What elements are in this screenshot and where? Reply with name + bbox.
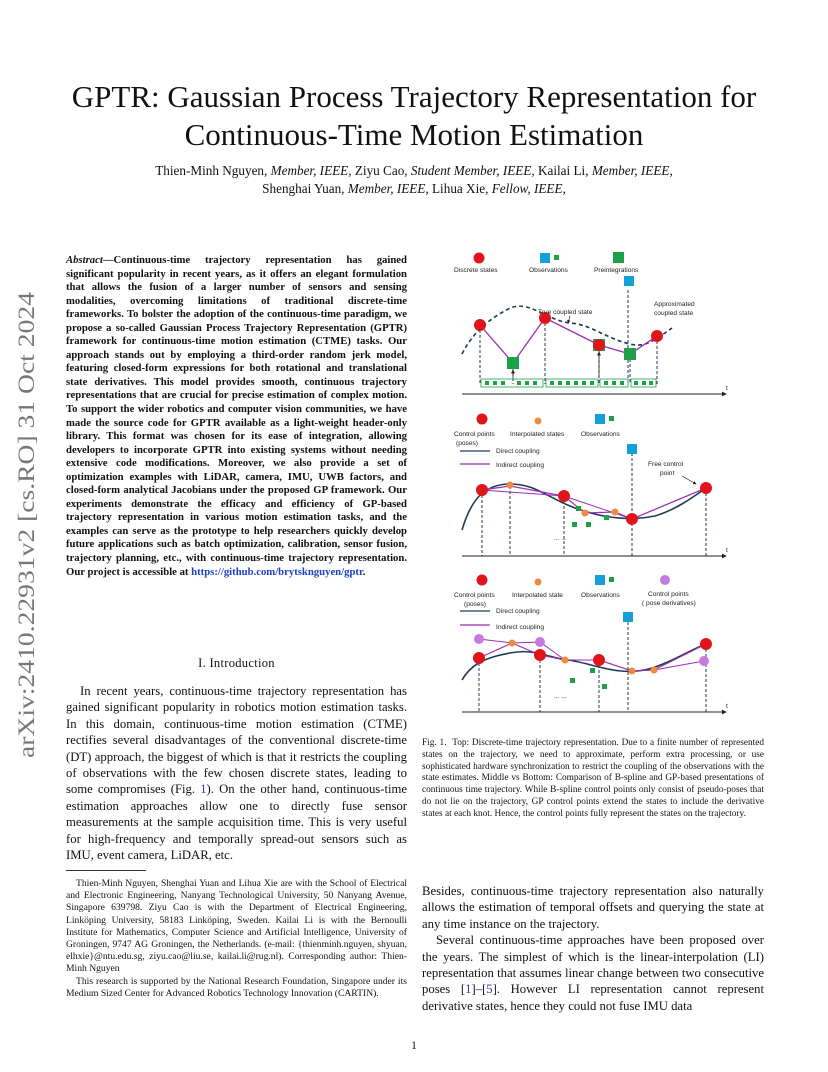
legend-observation-marker (540, 253, 550, 263)
legend-cp-marker (477, 575, 488, 586)
caption-text: Top: Discrete-time trajectory representation. Due to a finite number of represented states on the trajectory, we need to approximate, perform extra processing, or use sophisticated hardware synchronization to restrict the coupling of the observations with the state estimates. Middle vs Bottom: Comparison of B-spline and GP-based presentations of continuous time trajectory. While B-spline control points only consist of pseudo-poses that do not lie on the trajectory, GP control points extend the states to include the derivative states at each knot. Hence, the control points fully represent the states on the trajectory. (422, 738, 764, 819)
legend-discrete-label: Discrete states (454, 267, 498, 274)
author-role: Member, IEEE (591, 163, 670, 178)
affiliation-note: Thien-Minh Nguyen, Shenghai Yuan and Lihua Xie are with the School of Electrical and Electronic Engineering, Nanyang Technological University, 50 Nanyang Avenue, Singapore 639798. Ziyu Cao is with the Department of Electrical Engineering, Linköping University, 58183 Linköping, Sweden. Kailai Li is with the Bernoulli Institute for Mathematics, Computer Science and Artificial Intelligence, University of Groningen, 9747 AG Groningen, the Netherlands. (e-mail: {thienminh.nguyen, shyuan, elhxie}@ntu.edu.sg, ziyu.cao@liu.se, kailai.li@rug.nl). Corresponding author: Thien-Minh Nguyen (66, 878, 407, 975)
control-point-markers (476, 482, 712, 525)
intro-text: In recent years, continuous-time trajectory representation has gained significant popularity in robotics motion estimation tasks. In this domain, continuous-time motion estimation (CTME) rectifies several disadvantages of the conventional discrete-time (DT) approach, the biggest of which is that it restricts the coupling of observations with the few chosen discrete states, leading to some compromises (Fig. (66, 684, 407, 797)
intro-text-end: ). On the other hand, continuous-time estimation approaches allow one to directly fuse sensor measurements at the sample acquisition time. This is very useful for high-frequency and temporally spread-out sensors such as IMU, event camera, LiDAR, etc. (66, 782, 407, 863)
legend-preintegration-marker (613, 252, 624, 263)
citation-sep: ]–[ (471, 982, 487, 997)
right-column-text (422, 883, 764, 1014)
paragraph: Besides, continuous-time trajectory representation also naturally allows the estimation of temporal offsets and querying the state at any time instance on the trajectory. (422, 884, 764, 931)
legend-obs-small-marker (609, 416, 614, 421)
citation-link[interactable]: 1 (465, 982, 472, 997)
paper-title: GPTR: Gaussian Process Trajectory Representation for Continuous-Time Motion Estimation (71, 79, 757, 152)
citation-link[interactable]: 5 (486, 982, 493, 997)
figure-ref-link[interactable]: 1 (200, 782, 207, 797)
legend-cp-label: Control points (454, 592, 495, 599)
approx-label-line1: Approximated (654, 301, 695, 308)
indirect-coupling-label: Indirect coupling (496, 624, 545, 631)
legend-obs-label: Observations (581, 592, 620, 599)
project-link[interactable]: https://github.com/brytsknguyen/gptr (191, 565, 363, 578)
page-number: 1 (411, 1038, 417, 1052)
legend-observation-label: Observations (529, 267, 568, 274)
footnotes (66, 878, 407, 1000)
paragraph (422, 932, 764, 1014)
funding-note: This research is supported by the National Research Foundation, Singapore under its Medium Sized Center for Advanced Robotics Technology Innovation (CARTIN). (66, 975, 407, 999)
legend-derivative-marker (660, 575, 670, 585)
direct-coupling-label: Direct coupling (496, 448, 540, 455)
axis-t-label: t (726, 385, 728, 392)
author-role: Student Member, IEEE (410, 163, 532, 178)
legend-observation-small-marker (554, 255, 559, 260)
free-cp-label-line1: Free control (648, 461, 684, 468)
axis-t-label: t (726, 547, 728, 554)
legend-obs-small-marker (609, 577, 614, 582)
observation-marker (627, 444, 637, 454)
legend-cp-label: Control points (454, 431, 495, 438)
panel-bspline (454, 414, 728, 557)
author-role: Fellow, IEEE (491, 181, 563, 196)
derivative-markers (474, 634, 709, 666)
observation-marker (623, 612, 633, 622)
approx-label-line2: coupled state (654, 310, 694, 317)
observation-marker (624, 348, 636, 360)
arxiv-id: arXiv:2410.22931v2 [cs.RO] 31 Oct 2024 (14, 369, 39, 758)
legend-cp-marker (477, 414, 488, 425)
author-list: Thien-Minh Nguyen, Member, IEEE, Ziyu Cao, Student Member, IEEE, Kailai Li, Member, IEEE, Shenghai Yuan, Member, IEEE, Lihua Xie, Fellow, IEEE, (155, 163, 673, 196)
author-name: Shenghai Yuan (262, 181, 342, 196)
axis-t-label: t (726, 703, 728, 710)
legend-cp-sub: (poses) (464, 601, 486, 608)
legend-interp-label: Interpolated state (512, 592, 563, 599)
author-name: Lihua Xie (432, 181, 486, 196)
legend-interp-marker (535, 579, 542, 586)
observation-marker (624, 276, 634, 286)
legend-interp-label: Interpolated states (510, 431, 565, 438)
legend-obs-marker (595, 414, 605, 424)
author-name: Kailai Li (537, 163, 586, 178)
caption-label: Fig. 1. (422, 738, 447, 748)
interpolated-state-markers (509, 640, 658, 675)
figure-1 (420, 248, 765, 720)
footnote-rule (66, 870, 146, 871)
intro-paragraph (66, 683, 407, 863)
legend-deriv-label: Control points (648, 591, 689, 598)
true-coupled-label: True coupled state (538, 309, 593, 316)
legend-obs-marker (595, 575, 605, 585)
author-name: Ziyu Cao (354, 163, 405, 178)
direct-coupling-label: Direct coupling (496, 608, 540, 615)
legend-preintegration-label: Preintegrations (594, 267, 639, 274)
abstract-end: . (362, 565, 366, 578)
observation-marker (507, 357, 519, 369)
author-role: Member, IEEE (270, 163, 349, 178)
section-heading: I. Introduction (198, 656, 275, 670)
abstract-text: Continuous-time trajectory representation has gained significant popularity in recent years, as it offers an elegant formulation that allows the fusion of a larger number of sensors and sensing modalities, overcoming limitations of traditional discrete-time frameworks. To bolster the adoption of the continuous-time paradigm, we propose a so-called Gaussian Process Trajectory Representation (GPTR) framework for continuous-time motion estimation (CTME) tasks. Our approach stands out by employing a third-order random jerk model, featuring closed-form expressions for both rotational and translational state derivatives. This model provides smooth, continuous trajectory representations that are crucial for precise estimation of complex motion. To support the wider robotics and computer vision communities, we have made the source code for GPTR available as a light-weight header-only library. This format was chosen for its ease of integration, allowing developers to incorporate GPTR into existing systems without needing extensive code modifications. Moreover, we also provide a set of optimization examples with LiDAR, camera, IMU, UWB factors, and closed-form analytical Jacobians under the proposed GP framework. Our experiments demonstrate the efficacy and efficiency of GP-based trajectory representation in various motion estimation tasks, and the examples can serve as the prototype to help researchers quickly develop future applications such as batch optimization, calibration, sensor fusion, trajectory planning, etc., with continuous-time trajectory representation. Our project is accessible at (66, 254, 407, 578)
ellipsis: ... ... (554, 693, 567, 700)
legend-obs-label: Observations (581, 431, 620, 438)
legend-discrete-marker (474, 253, 485, 264)
abstract-label: Abstract (66, 254, 103, 266)
legend-cp-sub: (poses) (456, 440, 478, 447)
state-drop-lines (480, 290, 657, 384)
free-cp-label-line2: point (660, 470, 675, 477)
figure-caption (422, 738, 764, 821)
author-name: Thien-Minh Nguyen (155, 163, 265, 178)
abstract: Abstract—Continuous-time trajectory representation has gained significant popularity in recent years, as it offers an elegant formulation that allows the fusion of a larger number of sensors and sensing modalities, overcoming limitations of traditional discrete-time frameworks. To bolster the adoption of the continuous-time paradigm, we propose a so-called Gaussian Process Trajectory Representation (GPTR) framework for continuous-time motion estimation (CTME) tasks. Our approach stands out by employing a third-order random jerk model, featuring closed-form expressions for both rotational and translational state derivatives. This model provides smooth, continuous trajectory representations that are crucial for precise estimation of complex motion. To support the wider robotics and computer vision communities, we have made the source code for GPTR available as a light-weight header-only library. This format was chosen for its ease of integration, allowing developers to incorporate GPTR into existing systems without needing extensive code modifications. Moreover, we also provide a set of optimization examples with LiDAR, camera, IMU, UWB factors, and closed-form analytical Jacobians under the proposed GP framework. Our experiments demonstrate the efficacy and efficiency of GP-based trajectory representation in various motion estimation tasks, and the examples can serve as the prototype to help researchers quickly develop future applications such as batch optimization, calibration, sensor fusion, trajectory planning, etc., with continuous-time trajectory representation. Our project is accessible at https://github.com/brytsknguyen/gptr. (66, 254, 407, 578)
panel-discrete-time (454, 252, 728, 394)
indirect-coupling-label: Indirect coupling (496, 462, 545, 469)
paragraph-text: ]. However LI representation cannot represent derivative states, hence they could not fuse IMU data (422, 982, 764, 1013)
panel-gp (454, 575, 728, 713)
author-role: Member, IEEE (347, 181, 426, 196)
arxiv-sidebar (8, 288, 42, 758)
paragraph-text: Several continuous-time approaches have been proposed over the years. The simplest of which is the linear-interpolation (LI) representation that assumes linear change between two consecutive poses [ (422, 933, 764, 997)
legend-deriv-sub: ( pose derivatives) (642, 600, 696, 607)
ellipsis: ... ... (554, 535, 567, 542)
legend-interp-marker (535, 418, 542, 425)
